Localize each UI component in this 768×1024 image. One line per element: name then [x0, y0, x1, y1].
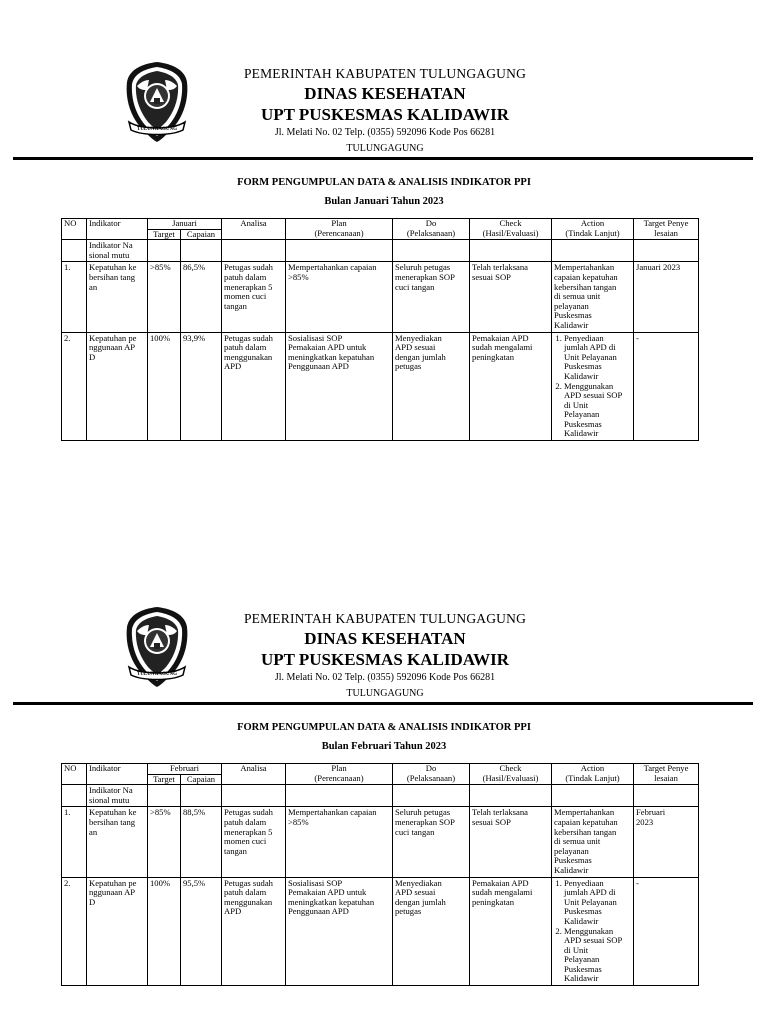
form-title: FORM PENGUMPULAN DATA & ANALISIS INDIKATOR PPI — [237, 722, 531, 733]
col-header-no: NO — [62, 764, 87, 785]
col-header-capaian: Capaian — [181, 774, 222, 785]
table-row-group — [62, 240, 699, 262]
form-period: Bulan Januari Tahun 2023 — [324, 196, 444, 207]
header-unit: UPT PUSKESMAS KALIDAWIR — [260, 650, 510, 669]
cell-analisa: Petugas sudah patuh dalam menerapkan 5 momen cuci tangan — [222, 807, 286, 877]
cell-analisa: Petugas sudah patuh dalam menggunakan APD — [222, 332, 286, 441]
cell-analisa: Petugas sudah patuh dalam menerapkan 5 momen cuci tangan — [222, 262, 286, 332]
cell-target-selesai: - — [634, 332, 699, 441]
cell-do: Menyediakan APD sesuai dengan jumlah petugas — [393, 332, 470, 441]
col-header-target-selesai: Target Penye lesaian — [634, 764, 699, 785]
col-header-check: Check (Hasil/Evaluasi) — [470, 764, 552, 785]
cell-indikator: Kepatuhan pe nggunaan AP D — [87, 877, 148, 986]
table-row — [62, 262, 699, 332]
cell-target: 100% — [148, 332, 181, 441]
cell-target-selesai: Januari 2023 — [634, 262, 699, 332]
col-header-month: Januari — [148, 219, 222, 230]
cell-indikator: Kepatuhan ke bersihan tang an — [87, 262, 148, 332]
header-unit: UPT PUSKESMAS KALIDAWIR — [260, 105, 510, 124]
header-city: TULUNGAGUNG — [346, 143, 424, 154]
ppi-indicator-table — [61, 218, 699, 441]
kabupaten-emblem-icon — [123, 60, 191, 144]
cell-capaian: 88,5% — [181, 807, 222, 877]
cell-check: Telah terlaksana sesuai SOP — [470, 262, 552, 332]
cell-no: 2. — [62, 332, 87, 441]
table-row — [62, 877, 699, 986]
col-header-analisa: Analisa — [222, 219, 286, 240]
col-header-target: Target — [148, 774, 181, 785]
col-header-plan: Plan (Perencanaan) — [286, 764, 393, 785]
cell-plan: Mempertahankan capaian >85% — [286, 807, 393, 877]
cell-target: >85% — [148, 807, 181, 877]
col-header-plan: Plan (Perencanaan) — [286, 219, 393, 240]
cell-target-selesai: Februari 2023 — [634, 807, 699, 877]
cell-plan: Sosialisasi SOP Pemakaian APD untuk meningkatkan kepatuhan Penggunaan APD — [286, 332, 393, 441]
header-agency: DINAS KESEHATAN — [304, 629, 466, 648]
cell-action: Mempertahankan capaian kepatuhan kebersihan tangan di semua unit pelayanan Puskesmas Kalidawir — [552, 807, 634, 877]
header-divider — [13, 157, 753, 160]
header-agency: DINAS KESEHATAN — [304, 84, 466, 103]
cell-indikator: Kepatuhan ke bersihan tang an — [87, 807, 148, 877]
action-list — [554, 334, 631, 440]
header-address: Jl. Melati No. 02 Telp. (0355) 592096 Kode Pos 66281 — [274, 127, 496, 138]
cell-target: 100% — [148, 877, 181, 986]
cell-no: 1. — [62, 807, 87, 877]
col-header-target: Target — [148, 229, 181, 240]
col-header-month: Februari — [148, 764, 222, 775]
action-list-item: 1. Penyediaan jumlah APD di Unit Pelayanan Puskesmas Kalidawir — [564, 334, 631, 382]
col-header-action: Action (Tindak Lanjut) — [552, 764, 634, 785]
header-government: PEMERINTAH KABUPATEN TULUNGAGUNG — [243, 66, 527, 81]
col-header-indikator: Indikator — [87, 764, 148, 785]
header-city: TULUNGAGUNG — [346, 688, 424, 699]
header-address: Jl. Melati No. 02 Telp. (0355) 592096 Kode Pos 66281 — [274, 672, 496, 683]
cell-check: Telah terlaksana sesuai SOP — [470, 807, 552, 877]
col-header-do: Do (Pelaksanaan) — [393, 219, 470, 240]
action-list — [554, 879, 631, 985]
ppi-indicator-table — [61, 763, 699, 986]
cell-action — [552, 877, 634, 986]
cell-check: Pemakaian APD sudah mengalami peningkatan — [470, 332, 552, 441]
cell-indikator: Kepatuhan pe nggunaan AP D — [87, 332, 148, 441]
cell-target: >85% — [148, 262, 181, 332]
cell-check: Pemakaian APD sudah mengalami peningkatan — [470, 877, 552, 986]
form-title: FORM PENGUMPULAN DATA & ANALISIS INDIKATOR PPI — [237, 177, 531, 188]
col-header-no: NO — [62, 219, 87, 240]
col-header-action: Action (Tindak Lanjut) — [552, 219, 634, 240]
cell-plan: Mempertahankan capaian >85% — [286, 262, 393, 332]
cell-action — [552, 332, 634, 441]
col-header-indikator: Indikator — [87, 219, 148, 240]
form-period: Bulan Februari Tahun 2023 — [321, 741, 447, 752]
cell-do: Seluruh petugas menerapkan SOP cuci tangan — [393, 262, 470, 332]
cell-action: Mempertahankan capaian kepatuhan kebersihan tangan di semua unit pelayanan Puskesmas Kalidawir — [552, 262, 634, 332]
col-header-capaian: Capaian — [181, 229, 222, 240]
header-divider — [13, 702, 753, 705]
table-row — [62, 332, 699, 441]
indicator-group-label: Indikator Na sional mutu — [87, 240, 148, 262]
cell-analisa: Petugas sudah patuh dalam menggunakan APD — [222, 877, 286, 986]
table-row — [62, 807, 699, 877]
svg-text:TULUNGAGUNG: TULUNGAGUNG — [136, 127, 178, 132]
action-list-item: 2. Menggunakan APD sesuai SOP di Unit Pelayanan Puskesmas Kalidawir — [564, 927, 631, 985]
action-list-item: 2. Menggunakan APD sesuai SOP di Unit Pelayanan Puskesmas Kalidawir — [564, 382, 631, 440]
cell-no: 2. — [62, 877, 87, 986]
indicator-group-label: Indikator Na sional mutu — [87, 785, 148, 807]
col-header-target-selesai: Target Penye lesaian — [634, 219, 699, 240]
col-header-do: Do (Pelaksanaan) — [393, 764, 470, 785]
col-header-check: Check (Hasil/Evaluasi) — [470, 219, 552, 240]
table-row-group — [62, 785, 699, 807]
cell-do: Seluruh petugas menerapkan SOP cuci tangan — [393, 807, 470, 877]
header-government: PEMERINTAH KABUPATEN TULUNGAGUNG — [243, 611, 527, 626]
cell-no: 1. — [62, 262, 87, 332]
svg-text:TULUNGAGUNG: TULUNGAGUNG — [136, 672, 178, 677]
cell-capaian: 93,9% — [181, 332, 222, 441]
cell-plan: Sosialisasi SOP Pemakaian APD untuk meningkatkan kepatuhan Penggunaan APD — [286, 877, 393, 986]
cell-target-selesai: - — [634, 877, 699, 986]
cell-capaian: 95,5% — [181, 877, 222, 986]
col-header-analisa: Analisa — [222, 764, 286, 785]
action-list-item: 1. Penyediaan jumlah APD di Unit Pelayanan Puskesmas Kalidawir — [564, 879, 631, 927]
kabupaten-emblem-icon — [123, 605, 191, 689]
cell-capaian: 86,5% — [181, 262, 222, 332]
cell-do: Menyediakan APD sesuai dengan jumlah petugas — [393, 877, 470, 986]
